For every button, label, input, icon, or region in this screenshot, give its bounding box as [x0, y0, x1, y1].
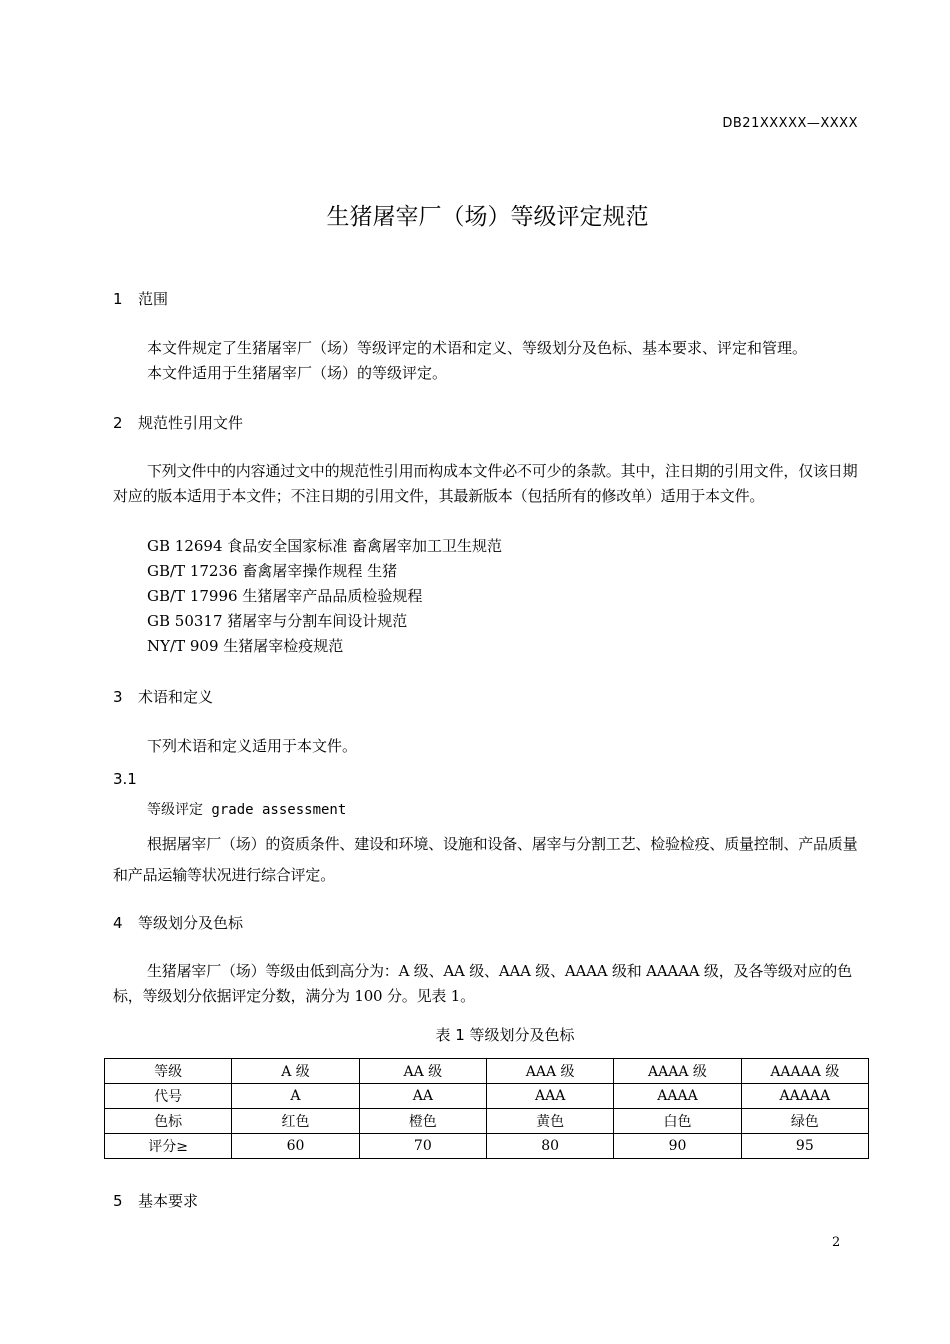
table-cell: A — [232, 1084, 359, 1109]
table-cell: AAAA — [614, 1084, 741, 1109]
table-cell: 黄色 — [486, 1109, 613, 1134]
table-cell: 色标 — [105, 1109, 232, 1134]
table-cell: AAA 级 — [486, 1059, 613, 1084]
section-number: 2 — [113, 414, 123, 432]
section-number: 4 — [113, 914, 123, 932]
section-title: 术语和定义 — [138, 688, 214, 706]
section-1-paragraph-1: 本文件规定了生猪屠宰厂（场）等级评定的术语和定义、等级划分及色标、基本要求、评定和管理。 — [147, 339, 808, 357]
section-1-heading — [113, 288, 168, 309]
table-cell: 60 — [232, 1134, 359, 1159]
table-cell: AAAAA 级 — [741, 1059, 868, 1084]
section-number: 3 — [113, 688, 123, 706]
table-cell: 橙色 — [359, 1109, 486, 1134]
reference-item: GB/T 17236 畜禽屠宰操作规程 生猪 — [147, 562, 398, 580]
table-cell: 绿色 — [741, 1109, 868, 1134]
table-cell: AAAAA — [741, 1084, 868, 1109]
table-cell: 代号 — [105, 1084, 232, 1109]
table-cell: 80 — [486, 1134, 613, 1159]
reference-item: NY/T 909 生猪屠宰检疫规范 — [147, 637, 344, 655]
page-number: 2 — [832, 1235, 841, 1250]
table-row — [105, 1109, 869, 1134]
reference-item: GB/T 17996 生猪屠宰产品品质检验规程 — [147, 587, 423, 605]
table-caption: 表 1 等级划分及色标 — [435, 1026, 575, 1044]
section-3-heading — [113, 686, 213, 707]
table-cell: AA — [359, 1084, 486, 1109]
section-title: 等级划分及色标 — [138, 914, 244, 932]
table-cell: 评分≥ — [105, 1134, 232, 1159]
table-cell: 白色 — [614, 1109, 741, 1134]
section-number: 5 — [113, 1192, 123, 1210]
reference-item: GB 50317 猪屠宰与分割车间设计规范 — [147, 612, 408, 630]
section-number: 1 — [113, 290, 123, 308]
table-cell: 90 — [614, 1134, 741, 1159]
document-code: DB21XXXXX—XXXX — [722, 116, 858, 131]
section-3-paragraph: 下列术语和定义适用于本文件。 — [147, 737, 358, 755]
section-title: 基本要求 — [138, 1192, 199, 1210]
reference-item: GB 12694 食品安全国家标准 畜禽屠宰加工卫生规范 — [147, 537, 503, 555]
section-title: 范围 — [138, 290, 169, 308]
table-row — [105, 1084, 869, 1109]
section-4-paragraph: 生猪屠宰厂（场）等级由低到高分为：A 级、AA 级、AAA 级、AAAA 级和 AAAAA 级，及各等级对应的色标，等级划分依据评定分数，满分为 100 分。见表 1。 — [113, 962, 852, 1005]
table-cell: AA 级 — [359, 1059, 486, 1084]
section-title: 规范性引用文件 — [138, 414, 244, 432]
section-5-heading — [113, 1190, 198, 1211]
table-row — [105, 1134, 869, 1159]
table-row — [105, 1059, 869, 1084]
section-2-heading — [113, 412, 243, 433]
table-cell: AAA — [486, 1084, 613, 1109]
grade-table — [104, 1058, 869, 1159]
table-cell: A 级 — [232, 1059, 359, 1084]
subsection-number: 3.1 — [113, 770, 137, 788]
term-definition: 根据屠宰厂（场）的资质条件、建设和环境、设施和设备、屠宰与分割工艺、检验检疫、质量控制、产品质量和产品运输等状况进行综合评定。 — [113, 835, 858, 884]
section-2-paragraph: 下列文件中的内容通过文中的规范性引用而构成本文件必不可少的条款。其中，注日期的引用文件，仅该日期对应的版本适用于本文件；不注日期的引用文件，其最新版本（包括所有的修改单）适用于本文件。 — [113, 462, 858, 505]
section-1-paragraph-2: 本文件适用于生猪屠宰厂（场）的等级评定。 — [147, 364, 448, 382]
table-cell: 等级 — [105, 1059, 232, 1084]
section-4-heading — [113, 912, 243, 933]
table-cell: 红色 — [232, 1109, 359, 1134]
document-title: 生猪屠宰厂（场）等级评定规范 — [326, 204, 649, 230]
table-cell: 95 — [741, 1134, 868, 1159]
table-cell: AAAA 级 — [614, 1059, 741, 1084]
table-cell: 70 — [359, 1134, 486, 1159]
term-entry: 等级评定 grade assessment — [147, 802, 347, 818]
